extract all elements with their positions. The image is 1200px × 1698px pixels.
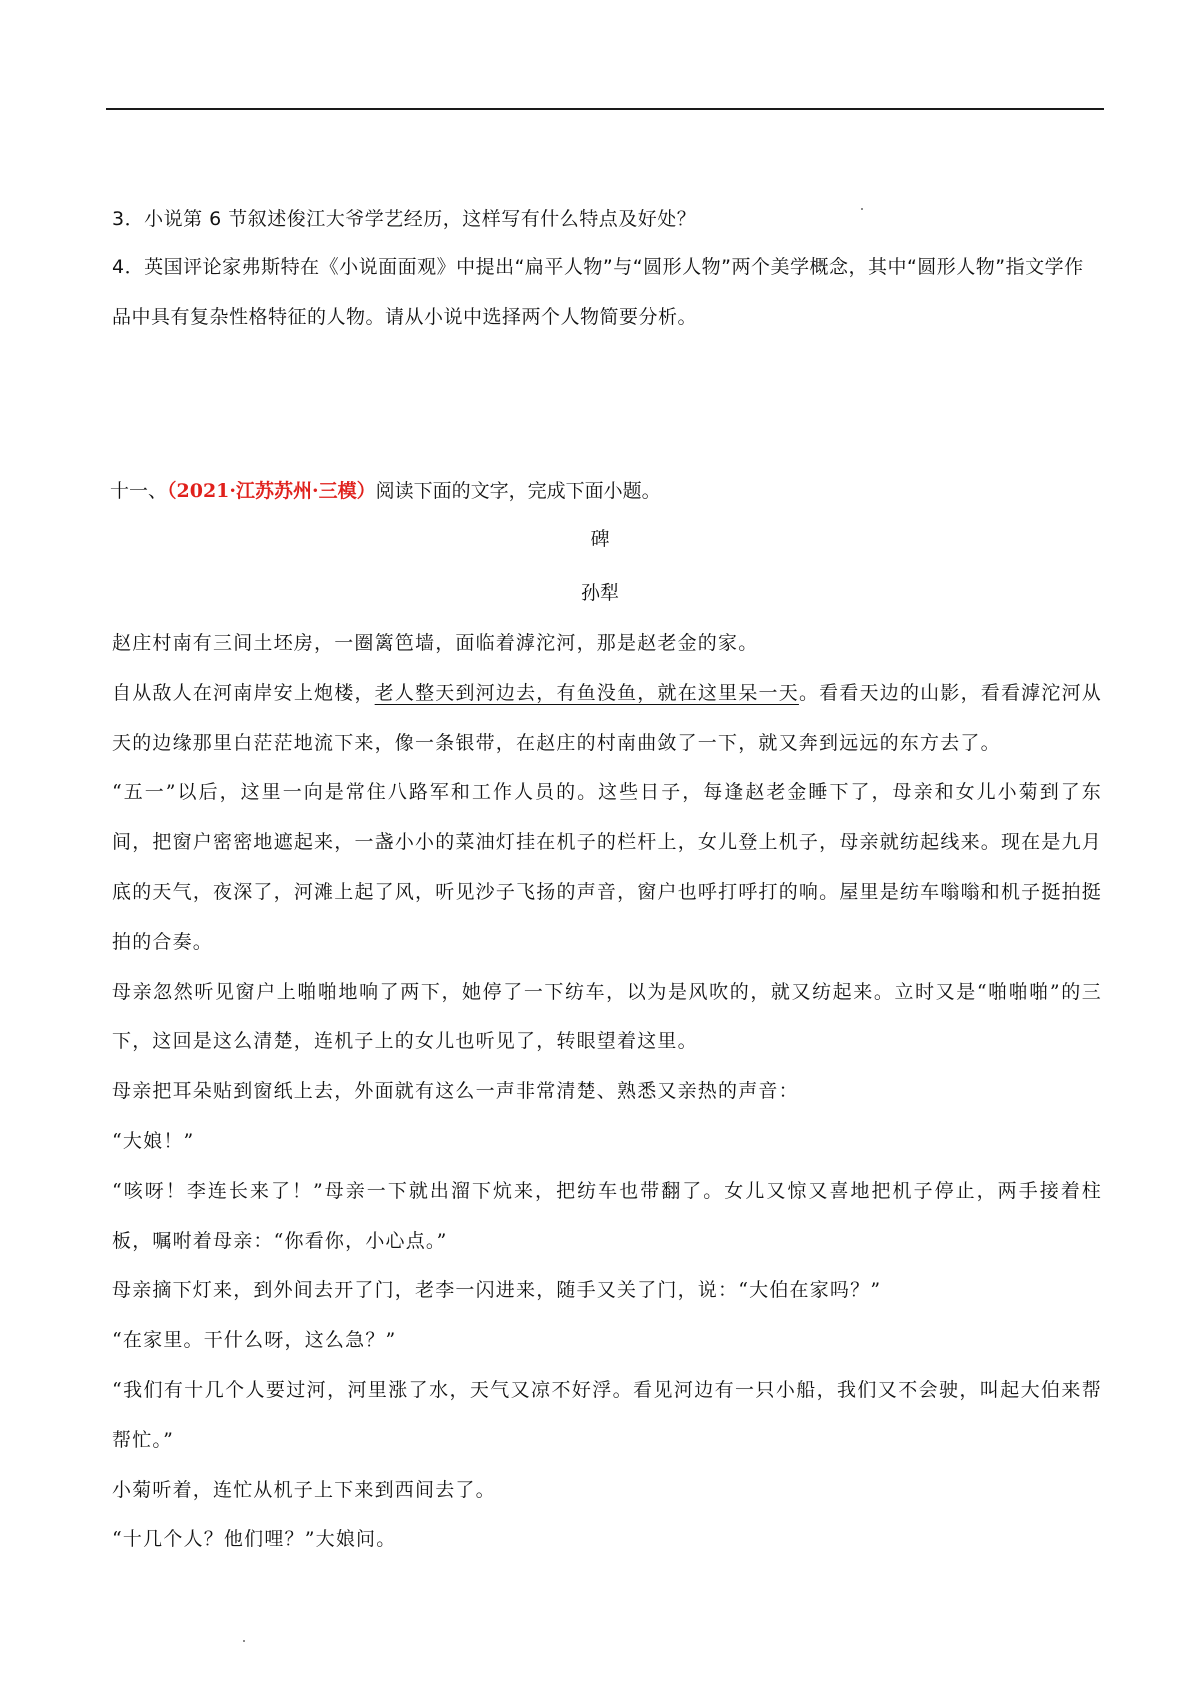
story-paragraph-4: 母亲忽然听见窗户上啪啪地响了两下，她停了一下纺车，以为是风吹的，就又纺起来。立时又是“啪啪啪”的三下，这回是这么清楚，连机子上的女儿也听见了，转眼望着这里。 [112, 980, 1102, 1053]
question-3: 3．小说第 6 节叙述俊江大爷学艺经历，这样写有什么特点及好处？ [112, 208, 697, 230]
scan-speck [861, 208, 863, 210]
story-author: 孙犁 [580, 582, 619, 604]
story-paragraph-8: 母亲摘下灯来，到外间去开了门，老李一闪进来，随手又关了门，说：“大伯在家吗？” [112, 1279, 882, 1302]
story-paragraph-7: “咳呀！李连长来了！”母亲一下就出溜下炕来，把纺车也带翻了。女儿又惊又喜地把机子停止，两手接着柱板，嘱咐着母亲：“你看你，小心点。” [112, 1179, 1102, 1252]
story-paragraph-1: 赵庄村南有三间土坯房，一圈篱笆墙，面临着滹沱河，那是赵老金的家。 [112, 632, 759, 654]
story-paragraph-11: 小菊听着，连忙从机子上下来到西间去了。 [112, 1478, 496, 1501]
section-instruction: 阅读下面的文字，完成下面小题。 [375, 480, 661, 502]
paragraph-2-lead: 自从敌人在河南岸安上炮楼， [112, 681, 375, 704]
section-source: （2021·江苏苏州·三模） [167, 480, 376, 502]
scan-speck [243, 1640, 245, 1642]
story-paragraph-3: “五一”以后，这里一向是常住八路军和工作人员的。这些日子，每逢赵老金睡下了，母亲和女儿小菊到了东间，把窗户密密地遮起来，一盏小小的菜油灯挂在机子的栏杆上，女儿登上机子，母亲就纺起线来。现在是九月底的天气，夜深了，河滩上起了风，听见沙子飞扬的声音，窗户也呼打呼打的响。屋里是纺车嗡嗡和机子挺拍挺拍的合奏。 [112, 781, 1102, 953]
story-title: 碑 [590, 528, 610, 550]
paragraph-2-rest: 。看看天边的山影，看看滹沱河从天的边缘那里白茫茫地流下来，像一条银带，在赵庄的村南曲敛了一下，就又奔到远远的东方去了。 [112, 681, 1102, 754]
story-paragraph-6: “大娘！” [112, 1129, 195, 1152]
story-paragraph-2 [112, 669, 1102, 769]
section-heading [110, 466, 661, 516]
question-4: 4．英国评论家弗斯特在《小说面面观》中提出“扁平人物”与“圆形人物”两个美学概念，其中“圆形人物”指文学作品中具有复杂性格特征的人物。请从小说中选择两个人物简要分析。 [112, 256, 1084, 328]
story-body [112, 619, 1102, 1565]
section-number: 十一、 [110, 480, 168, 502]
story-paragraph-12: “十几个人？他们哩？”大娘问。 [112, 1528, 397, 1551]
story-paragraph-10: “我们有十几个人要过河，河里涨了水，天气又凉不好浮。看见河边有一只小船，我们又不会驶，叫起大伯来帮帮忙。” [112, 1378, 1102, 1451]
story-paragraph-9: “在家里。干什么呀，这么急？” [112, 1329, 397, 1352]
story-paragraph-5: 母亲把耳朵贴到窗纸上去，外面就有这么一声非常清楚、熟悉又亲热的声音： [112, 1080, 799, 1103]
underlined-sentence: 老人整天到河边去，有鱼没鱼，就在这里呆一天 [374, 681, 799, 704]
top-divider-line [106, 108, 1104, 110]
